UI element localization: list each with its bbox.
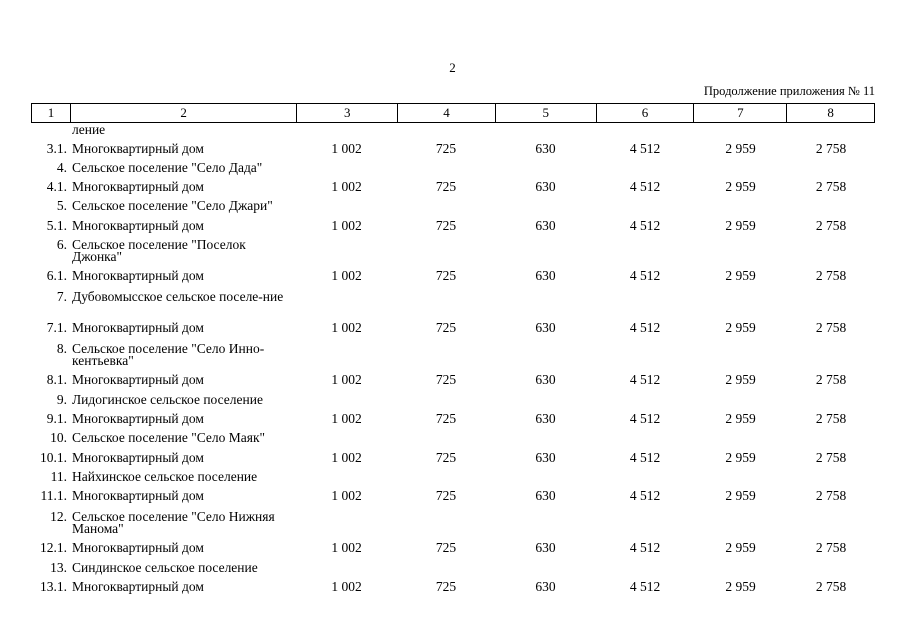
table-header <box>31 103 875 123</box>
cell-col7: 2 959 <box>725 141 756 156</box>
cell-col6: 4 512 <box>629 372 661 387</box>
row-number: 4.1. <box>46 179 67 194</box>
row-number: 6. <box>56 237 67 252</box>
cell-col6: 4 512 <box>629 218 661 233</box>
row-number: 13. <box>50 560 67 575</box>
row-name: Многоквартирный дом <box>72 218 204 233</box>
cell-col7: 2 959 <box>725 179 756 194</box>
row-number: 4. <box>56 160 67 175</box>
header-cell: 5 <box>495 104 596 122</box>
row-name: Сельское поселение "Поселок Джонка" <box>72 237 246 264</box>
row-name: Многоквартирный дом <box>72 179 204 194</box>
row-name: Сельское поселение "Село Инно-кентьевка" <box>72 341 265 368</box>
cell-col3: 1 002 <box>331 372 362 387</box>
header-cell: 1 <box>47 105 55 120</box>
cell-col3: 1 002 <box>331 540 362 555</box>
cell-col6: 4 512 <box>629 320 661 335</box>
cell-col5: 630 <box>535 411 556 426</box>
row-name: Лидогинское сельское поселение <box>72 392 263 407</box>
cell-col4: 725 <box>435 218 457 233</box>
row-name: Многоквартирный дом <box>72 320 204 335</box>
cell-col4: 725 <box>435 268 457 283</box>
cell-col8: 2 758 <box>815 179 847 194</box>
row-name: Сельское поселение "Село Дада" <box>72 160 263 175</box>
cell-col4: 725 <box>435 579 457 594</box>
row-name: Сельское поселение "Село Джари" <box>72 198 273 213</box>
cell-col8: 2 758 <box>815 372 847 387</box>
cell-col8: 2 758 <box>815 268 847 283</box>
row-name: ление <box>72 122 106 137</box>
cell-col3: 1 002 <box>331 320 362 335</box>
row-number: 5. <box>56 198 67 213</box>
cell-col3: 1 002 <box>331 411 362 426</box>
row-number: 11.1. <box>40 488 67 503</box>
row-number: 12. <box>50 509 67 524</box>
cell-col3: 1 002 <box>331 179 362 194</box>
cell-col4: 725 <box>435 141 457 156</box>
cell-col4: 725 <box>435 540 457 555</box>
header-cell: 7 <box>693 104 786 122</box>
row-name: Синдинское сельское поселение <box>72 560 258 575</box>
cell-col8: 2 758 <box>815 488 847 503</box>
cell-col6: 4 512 <box>629 179 661 194</box>
cell-col6: 4 512 <box>629 579 661 594</box>
row-number: 12.1. <box>40 540 67 555</box>
cell-col4: 725 <box>435 372 457 387</box>
cell-col7: 2 959 <box>725 488 756 503</box>
cell-col3: 1 002 <box>331 579 362 594</box>
cell-col4: 725 <box>435 488 457 503</box>
cell-col8: 2 758 <box>815 218 847 233</box>
row-number: 10.1. <box>40 450 67 465</box>
cell-col7: 2 959 <box>725 579 756 594</box>
row-name: Дубовомысское сельское поселе-ние <box>72 289 284 304</box>
row-number: 7. <box>56 289 67 304</box>
cell-col3: 1 002 <box>331 488 362 503</box>
cell-col4: 725 <box>435 450 457 465</box>
cell-col7: 2 959 <box>725 450 756 465</box>
cell-col5: 630 <box>535 141 556 156</box>
row-number: 13.1. <box>40 579 67 594</box>
cell-col7: 2 959 <box>725 218 756 233</box>
cell-col3: 1 002 <box>331 141 362 156</box>
cell-col8: 2 758 <box>815 579 847 594</box>
row-name: Найхинское сельское поселение <box>72 469 258 484</box>
row-name: Многоквартирный дом <box>72 450 204 465</box>
cell-col7: 2 959 <box>725 540 756 555</box>
row-number: 6.1. <box>46 268 67 283</box>
cell-col6: 4 512 <box>629 450 661 465</box>
continuation-title: Продолжение приложения № 11 <box>703 84 875 98</box>
cell-col5: 630 <box>535 372 556 387</box>
row-name: Многоквартирный дом <box>72 411 204 426</box>
cell-col5: 630 <box>535 540 556 555</box>
row-name: Многоквартирный дом <box>72 579 204 594</box>
header-cell: 2 <box>70 104 296 122</box>
cell-col8: 2 758 <box>815 540 847 555</box>
row-number: 11. <box>50 469 67 484</box>
cell-col4: 725 <box>435 179 457 194</box>
cell-col5: 630 <box>535 579 556 594</box>
cell-col7: 2 959 <box>725 320 756 335</box>
row-number: 10. <box>50 430 67 445</box>
header-cell: 3 <box>296 104 397 122</box>
row-number: 7.1. <box>46 320 67 335</box>
cell-col6: 4 512 <box>629 488 661 503</box>
row-number: 8. <box>56 341 67 356</box>
row-number: 8.1. <box>46 372 67 387</box>
cell-col4: 725 <box>435 411 457 426</box>
row-name: Многоквартирный дом <box>72 141 204 156</box>
cell-col5: 630 <box>535 320 556 335</box>
row-number: 9.1. <box>46 411 67 426</box>
row-number: 5.1. <box>46 218 67 233</box>
row-name: Сельское поселение "Село Маяк" <box>72 430 266 445</box>
row-name: Сельское поселение "Село Нижняя Манома" <box>72 509 275 536</box>
row-name: Многоквартирный дом <box>72 488 204 503</box>
row-number: 9. <box>56 392 67 407</box>
row-name: Многоквартирный дом <box>72 268 204 283</box>
row-name: Многоквартирный дом <box>72 540 204 555</box>
cell-col7: 2 959 <box>725 411 756 426</box>
cell-col6: 4 512 <box>629 540 661 555</box>
cell-col8: 2 758 <box>815 141 847 156</box>
page-number: 2 <box>449 60 456 75</box>
cell-col3: 1 002 <box>331 268 362 283</box>
header-cell: 4 <box>397 104 495 122</box>
cell-col8: 2 758 <box>815 450 847 465</box>
row-number: 3.1. <box>46 141 67 156</box>
cell-col5: 630 <box>535 450 556 465</box>
header-cell: 6 <box>596 104 694 122</box>
cell-col6: 4 512 <box>629 411 661 426</box>
cell-col8: 2 758 <box>815 320 847 335</box>
cell-col8: 2 758 <box>815 411 847 426</box>
cell-col7: 2 959 <box>725 372 756 387</box>
cell-col5: 630 <box>535 179 556 194</box>
cell-col7: 2 959 <box>725 268 756 283</box>
row-name: Многоквартирный дом <box>72 372 204 387</box>
header-cell: 8 <box>786 104 874 122</box>
cell-col5: 630 <box>535 218 556 233</box>
cell-col3: 1 002 <box>331 218 362 233</box>
cell-col3: 1 002 <box>331 450 362 465</box>
cell-col5: 630 <box>535 268 556 283</box>
cell-col6: 4 512 <box>629 268 661 283</box>
cell-col6: 4 512 <box>629 141 661 156</box>
cell-col5: 630 <box>535 488 556 503</box>
cell-col4: 725 <box>435 320 457 335</box>
